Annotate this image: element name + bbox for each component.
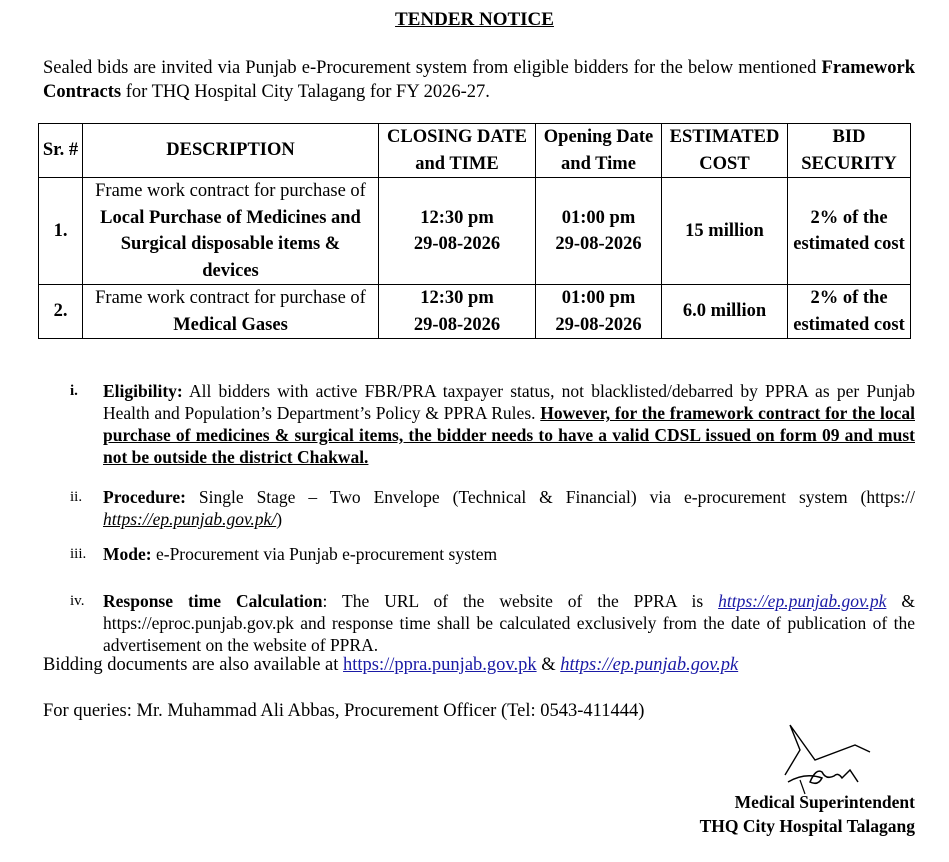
header-cost-line1: ESTIMATED bbox=[669, 127, 780, 147]
header-security-line2: SECURITY bbox=[801, 153, 897, 174]
header-closing-line1: CLOSING DATE bbox=[387, 127, 527, 147]
item-label: Mode: bbox=[103, 544, 152, 564]
intro-bold: Framework Contracts bbox=[43, 58, 916, 102]
header-opening-line2: and Time bbox=[561, 153, 636, 174]
item-text bbox=[103, 543, 915, 565]
item-number: i. bbox=[70, 383, 78, 399]
item-text bbox=[103, 380, 915, 468]
opening-time: 01:00 pm bbox=[561, 207, 636, 228]
item-label: Eligibility: bbox=[103, 381, 183, 401]
queries-line: For queries: Mr. Muhammad Ali Abbas, Procurement Officer (Tel: 0543-411444) bbox=[43, 701, 645, 721]
opening-time: 01:00 pm bbox=[561, 288, 636, 308]
row-sr: 1. bbox=[39, 178, 83, 285]
item-body: Single Stage – Two Envelope (Technical & Financial) via e-procurement system (https:// bbox=[185, 487, 915, 507]
security-line1: 2% of the bbox=[810, 207, 888, 228]
row-description bbox=[83, 285, 379, 339]
item-body: All bidders with active FBR/PRA taxpayer status, not blacklisted/debarred by PPRA as per Punjab Health and Population’s Department’s Policy & PPRA Rules. bbox=[103, 381, 915, 423]
header-cost bbox=[662, 124, 788, 178]
closing-date: 29-08-2026 bbox=[413, 234, 501, 254]
item-text bbox=[103, 486, 915, 530]
row-security bbox=[788, 178, 911, 285]
header-security bbox=[788, 124, 911, 178]
item-body-end: ) bbox=[276, 509, 283, 529]
closing-time: 12:30 pm bbox=[420, 207, 494, 228]
eligibility-item bbox=[70, 380, 915, 468]
header-cost-line2: COST bbox=[699, 153, 750, 174]
signatory-designation: Medical Superintendent bbox=[734, 792, 915, 812]
table-row bbox=[39, 285, 911, 339]
intro-text-end: for THQ Hospital City Talagang for FY 2026-27. bbox=[121, 82, 490, 102]
signatory-office: THQ City Hospital Talagang bbox=[699, 816, 915, 836]
desc-bold: devices bbox=[202, 260, 259, 281]
desc-plain: Frame work contract for purchase of bbox=[95, 288, 366, 308]
desc-bold: Local Purchase of Medicines and bbox=[100, 207, 361, 228]
row-cost: 6.0 million bbox=[662, 285, 788, 339]
row-sr: 2. bbox=[39, 285, 83, 339]
opening-date: 29-08-2026 bbox=[555, 234, 642, 254]
header-sr: Sr. # bbox=[39, 124, 83, 178]
item-label: Procedure: bbox=[103, 487, 186, 507]
item-number: ii. bbox=[70, 489, 83, 505]
header-opening bbox=[536, 124, 662, 178]
security-line2: estimated cost bbox=[793, 234, 905, 254]
table-header-row bbox=[39, 124, 911, 178]
ppra-portal-link[interactable]: https://ppra.punjab.gov.pk bbox=[343, 655, 537, 675]
header-closing-line2: and TIME bbox=[415, 153, 499, 174]
desc-bold: Medical Gases bbox=[173, 314, 288, 335]
ep-portal-link[interactable]: https://ep.punjab.gov.pk bbox=[560, 655, 739, 675]
table-row bbox=[39, 178, 911, 285]
header-security-line1: BID bbox=[832, 127, 866, 147]
closing-date: 29-08-2026 bbox=[413, 314, 501, 335]
item-body-end: & https://eproc.punjab.gov.pk and response time shall be calculated exclusively from the date of publication of the advertisement on the website of PPRA. bbox=[103, 591, 915, 655]
row-closing bbox=[379, 178, 536, 285]
header-closing bbox=[379, 124, 536, 178]
item-number: iii. bbox=[70, 546, 87, 562]
procedure-item bbox=[70, 486, 915, 530]
response-item bbox=[70, 590, 915, 656]
closing-time: 12:30 pm bbox=[420, 288, 494, 308]
item-label: Response time Calculation bbox=[103, 591, 323, 611]
notice-title: TENDER NOTICE bbox=[395, 9, 554, 30]
bidding-documents-line bbox=[43, 653, 738, 677]
item-underlined: However, for the framework contract for the local purchase of medicines & surgical items, the bidder needs to have a valid CDSL issued on form 09 and must not be outside the district Chakwal. bbox=[103, 403, 915, 467]
procedure-link[interactable]: https://ep.punjab.gov.pk/ bbox=[103, 509, 277, 529]
desc-plain: Frame work contract for purchase of bbox=[95, 181, 366, 201]
row-cost: 15 million bbox=[662, 178, 788, 285]
item-text bbox=[103, 590, 915, 656]
mode-item bbox=[70, 543, 915, 565]
row-closing bbox=[379, 285, 536, 339]
intro-paragraph bbox=[43, 56, 915, 104]
header-description: DESCRIPTION bbox=[83, 124, 379, 178]
opening-date: 29-08-2026 bbox=[555, 314, 642, 335]
row-opening bbox=[536, 285, 662, 339]
row-description bbox=[83, 178, 379, 285]
row-opening bbox=[536, 178, 662, 285]
signature-image bbox=[760, 720, 880, 795]
ppra-link[interactable]: https://ep.punjab.gov.pk bbox=[718, 591, 887, 611]
header-opening-line1: Opening Date bbox=[543, 127, 654, 147]
intro-text: Sealed bids are invited via Punjab e-Procurement system from eligible bidders for the below mentioned bbox=[43, 58, 817, 78]
security-line1: 2% of the bbox=[810, 288, 888, 308]
security-line2: estimated cost bbox=[793, 314, 905, 335]
tender-table bbox=[38, 123, 911, 339]
item-body: : The URL of the website of the PPRA is bbox=[322, 591, 719, 611]
item-body: e-Procurement via Punjab e-procurement system bbox=[151, 544, 498, 564]
bidding-amp: & bbox=[536, 655, 561, 675]
bidding-text: Bidding documents are also available at bbox=[43, 655, 344, 675]
row-security bbox=[788, 285, 911, 339]
item-number: iv. bbox=[70, 593, 85, 609]
desc-bold: Surgical disposable items & bbox=[120, 234, 341, 254]
